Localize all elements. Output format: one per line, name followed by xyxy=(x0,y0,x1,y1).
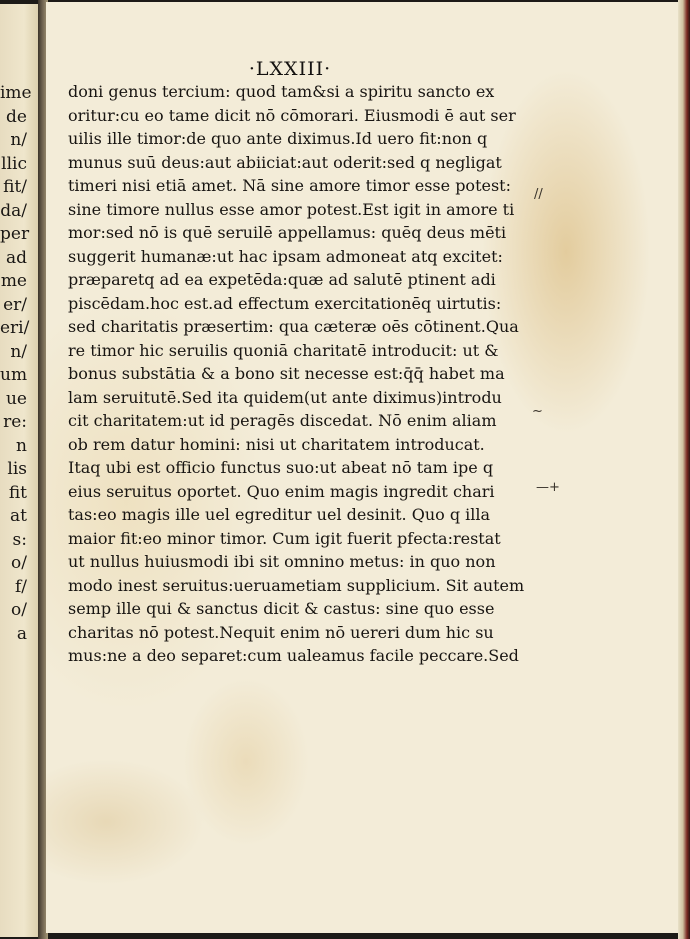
left-page-line: eri/ xyxy=(0,318,30,338)
page-edge xyxy=(678,0,690,939)
text-line: maior fit:eo minor timor. Cum igit fuerit pfecta:restat xyxy=(68,528,501,548)
text-line: timeri nisi etiā amet. Nā sine amore timor esse potest: xyxy=(68,176,511,195)
left-page-line: s: xyxy=(12,529,27,550)
margin-note: —+ xyxy=(536,480,560,495)
left-page-line: fit xyxy=(8,482,27,503)
text-line: suggerit humanæ:ut hac ipsam admoneat atq excitet: xyxy=(68,246,503,266)
text-line: præparetq ad ea expetēda:quæ ad salutē ptinent adi xyxy=(68,270,496,289)
text-line: sed charitatis præsertim: qua cæteræ oēs cōtinent.Qua xyxy=(68,317,519,336)
text-line: bonus substātia & a bono sit necesse est:q̄q̄ habet ma xyxy=(68,364,505,383)
left-page xyxy=(0,4,40,937)
text-line: re timor hic seruilis quoniā charitatē introducit: ut & xyxy=(68,340,499,360)
text-line: doni genus tercium: quod tam&si a spiritu sancto ex xyxy=(68,82,495,101)
folio-number: ·LXXIII· xyxy=(248,58,332,80)
left-page-line: o/ xyxy=(11,553,27,573)
text-line: eius seruitus oportet. Quo enim magis ingredit chari xyxy=(68,481,495,501)
text-line: modo inest seruitus:ueruametiam supplicium. Sit autem xyxy=(68,575,525,595)
left-page-text xyxy=(0,82,40,646)
left-page-line: at xyxy=(10,506,27,526)
text-line: oritur:cu eo tame dicit nō cōmorari. Eiusmodi ē aut ser xyxy=(68,105,516,125)
right-page xyxy=(46,2,678,933)
left-page-line: lis xyxy=(7,459,27,479)
text-line: ob rem datur homini: nisi ut charitatem introducat. xyxy=(68,434,485,454)
left-page-line: ue xyxy=(5,388,27,409)
left-page-line: n xyxy=(16,435,27,456)
margin-note: // xyxy=(534,187,543,202)
left-page-line: um xyxy=(0,365,28,385)
left-page-line: da/ xyxy=(0,200,27,221)
text-line: uilis ille timor:de quo ante diximus.Id uero fit:non q xyxy=(68,129,488,148)
left-page-line: de xyxy=(6,106,27,127)
text-line: mus:ne a deo separet:cum ualeamus facile peccare.Sed xyxy=(68,646,519,665)
text-line: mor:sed nō is quē seruilē appellamus: quēq deus mēti xyxy=(68,223,507,242)
text-line: ut nullus huiusmodi ibi sit omnino metus: in quo non xyxy=(68,552,496,571)
left-page-line: ad xyxy=(5,247,27,268)
left-page-line: n/ xyxy=(10,341,27,362)
text-line: Itaq ubi est officio functus suo:ut abeat nō tam ipe q xyxy=(68,458,494,477)
left-page-line: o/ xyxy=(11,600,27,620)
left-page-line: f/ xyxy=(14,576,27,597)
text-line: charitas nō potest.Nequit enim nō uereri dum hic su xyxy=(68,622,494,642)
left-page-line: a xyxy=(16,623,27,644)
left-page-line: re: xyxy=(3,412,27,432)
left-page-line: er/ xyxy=(3,294,27,315)
margin-note: ~ xyxy=(532,404,543,419)
left-page-line: per xyxy=(0,224,30,244)
left-page-line: fit/ xyxy=(3,177,27,197)
text-line: tas:eo magis ille uel egreditur uel desinit. Quo q illa xyxy=(68,505,491,524)
text-line: cit charitatem:ut id peragēs discedat. Nō enim aliam xyxy=(68,411,497,430)
left-page-line: llic xyxy=(1,153,27,174)
text-line: lam seruitutē.Sed ita quidem(ut ante diximus)introdu xyxy=(68,387,502,407)
left-page-line: me xyxy=(0,271,27,291)
text-line: munus suū deus:aut abiiciat:aut oderit:sed q negligat xyxy=(68,152,502,172)
text-line: semp ille qui & sanctus dicit & castus: sine quo esse xyxy=(68,599,495,618)
left-page-line: ime xyxy=(0,83,32,103)
text-line: sine timore nullus esse amor potest.Est igit in amore ti xyxy=(68,199,515,219)
text-line: piscēdam.hoc est.ad effectum exercitationēq uirtutis: xyxy=(68,293,502,313)
left-page-line: n/ xyxy=(10,130,27,150)
main-text-block xyxy=(68,80,525,668)
